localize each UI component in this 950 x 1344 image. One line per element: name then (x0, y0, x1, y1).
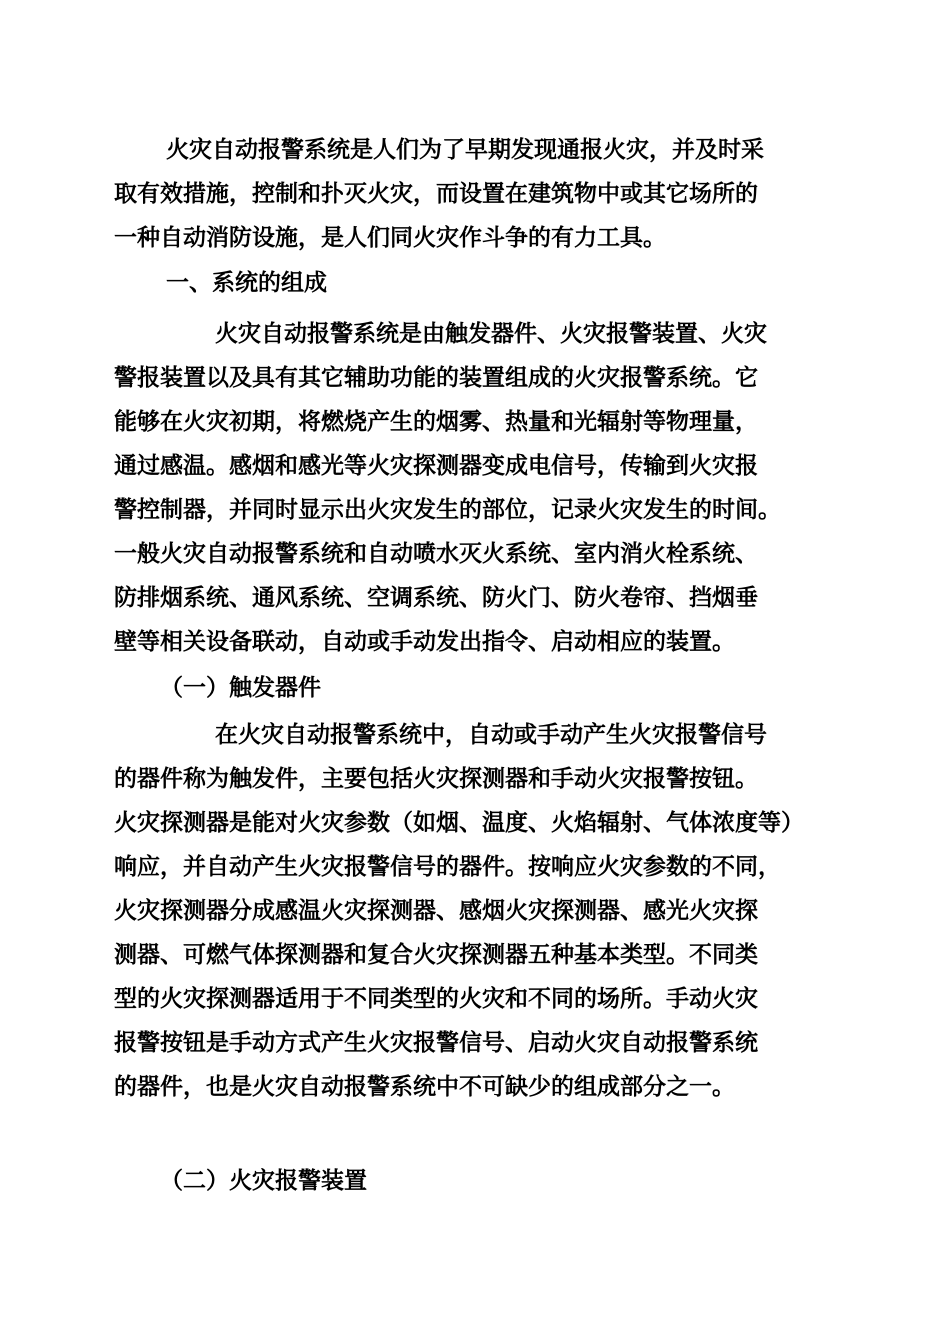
composition-line-2: 警报装置以及具有其它辅助功能的装置组成的火灾报警系统。它 (114, 365, 758, 391)
composition-line-1: 火灾自动报警系统是由触发器件、火灾报警装置、火灾 (215, 321, 767, 347)
composition-line-7: 防排烟系统、通风系统、空调系统、防火门、防火卷帘、挡烟垂 (114, 585, 758, 611)
trigger-line-7: 型的火灾探测器适用于不同类型的火灾和不同的场所。手动火灾 (114, 986, 758, 1012)
trigger-line-2: 的器件称为触发件，主要包括火灾探测器和手动火灾报警按钮。 (114, 766, 758, 792)
subsection-heading-trigger-devices: （一）触发器件 (160, 675, 321, 701)
intro-line-3: 一种自动消防设施，是人们同火灾作斗争的有力工具。 (114, 225, 666, 251)
intro-line-2: 取有效措施，控制和扑灭火灾，而设置在建筑物中或其它场所的 (114, 181, 758, 207)
section-heading-composition: 一、系统的组成 (166, 270, 327, 296)
composition-line-4: 通过感温。感烟和感光等火灾探测器变成电信号，传输到火灾报 (114, 453, 758, 479)
trigger-line-4: 响应，并自动产生火灾报警信号的器件。按响应火灾参数的不同， (114, 854, 781, 880)
trigger-line-5: 火灾探测器分成感温火灾探测器、感烟火灾探测器、感光火灾探 (114, 898, 758, 924)
trigger-line-3: 火灾探测器是能对火灾参数（如烟、温度、火焰辐射、气体浓度等） (114, 810, 804, 836)
composition-line-8: 壁等相关设备联动，自动或手动发出指令、启动相应的装置。 (114, 629, 735, 655)
composition-line-5: 警控制器，并同时显示出火灾发生的部位，记录火灾发生的时间。 (114, 497, 781, 523)
trigger-line-6: 测器、可燃气体探测器和复合火灾探测器五种基本类型。不同类 (114, 942, 758, 968)
trigger-line-8: 报警按钮是手动方式产生火灾报警信号、启动火灾自动报警系统 (114, 1030, 758, 1056)
composition-line-6: 一般火灾自动报警系统和自动喷水灭火系统、室内消火栓系统、 (114, 541, 758, 567)
composition-line-3: 能够在火灾初期，将燃烧产生的烟雾、热量和光辐射等物理量， (114, 409, 758, 435)
trigger-line-1: 在火灾自动报警系统中，自动或手动产生火灾报警信号 (215, 722, 767, 748)
subsection-heading-alarm-devices: （二）火灾报警装置 (160, 1168, 367, 1194)
trigger-line-9: 的器件，也是火灾自动报警系统中不可缺少的组成部分之一。 (114, 1074, 735, 1100)
intro-line-1: 火灾自动报警系统是人们为了早期发现通报火灾，并及时采 (166, 137, 764, 163)
